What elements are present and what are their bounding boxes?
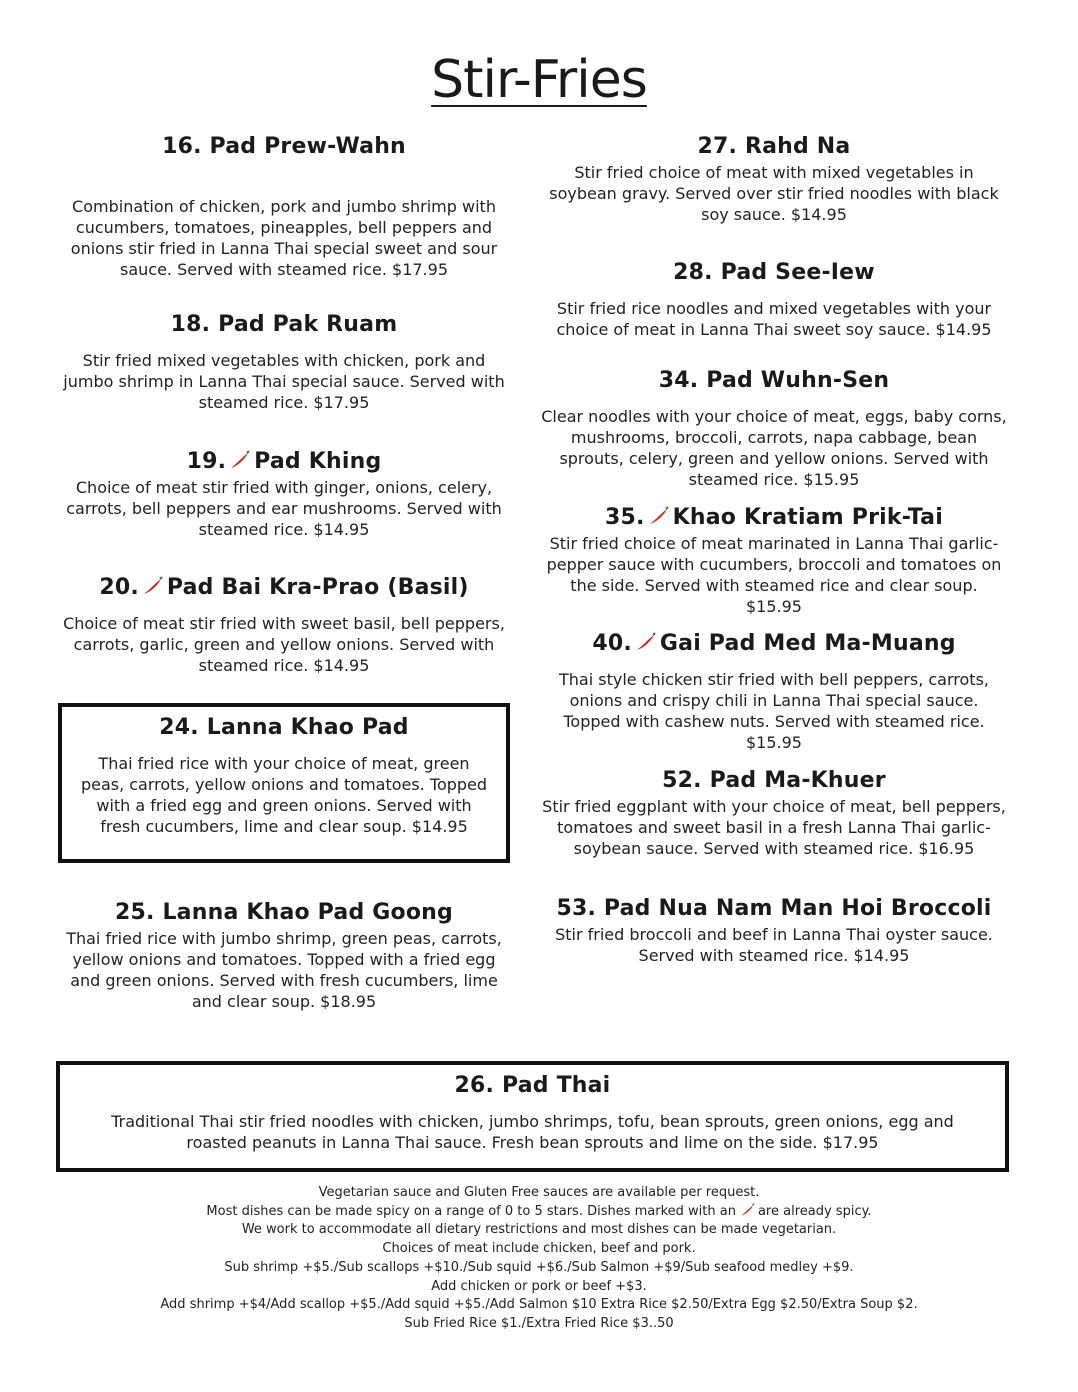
menu-item-53 <box>540 894 1008 966</box>
menu-item-18 <box>62 310 506 413</box>
footnote-line: Choices of meat include chicken, beef and pork. <box>382 1241 696 1257</box>
footnotes <box>0 1184 1078 1334</box>
menu-item-28 <box>540 258 1008 340</box>
menu-item-24-boxed <box>58 703 510 863</box>
item-title: 28. Pad See-Iew <box>673 260 875 285</box>
featured-item-pad-thai <box>56 1061 1009 1172</box>
item-title: 16. Pad Prew-Wahn <box>162 134 406 159</box>
item-description: Clear noodles with your choice of meat, eggs, baby corns, mushrooms, broccoli, carrots, napa cabbage, bean sprouts, celery, green and yellow onions. Served with steamed rice. $15.95 <box>541 407 1007 489</box>
footnote-line: Sub shrimp +$5./Sub scallops +$10./Sub squid +$6./Sub Salmon +$9/Sub seafood medley +$9. <box>224 1259 854 1275</box>
menu-item-52 <box>540 766 1008 859</box>
item-description: Traditional Thai stir fried noodles with chicken, jumbo shrimps, tofu, bean sprouts, green onions, egg and roasted peanuts in Lanna Thai sauce. Fresh bean sprouts and lime on the side. $17.95 <box>111 1112 954 1152</box>
item-description: Stir fried broccoli and beef in Lanna Thai oyster sauce. Served with steamed rice. $14.95 <box>555 925 993 965</box>
item-description: Stir fried choice of meat marinated in Lanna Thai garlic-pepper sauce with cucumbers, broccoli and tomatoes on the side. Served with steamed rice and clear soup. $15.95 <box>546 534 1002 616</box>
item-description: Choice of meat stir fried with sweet basil, bell peppers, carrots, garlic, green and yellow onions. Served with steamed rice. $14.95 <box>63 614 505 675</box>
footnote-line: Add shrimp +$4/Add scallop +$5./Add squid +$5./Add Salmon $10 Extra Rice $2.50/Extra Egg $2.50/Extra Soup $2. <box>160 1297 918 1313</box>
item-description: Stir fried mixed vegetables with chicken, pork and jumbo shrimp in Lanna Thai special sauce. Served with steamed rice. $17.95 <box>63 351 505 412</box>
item-description: Stir fried choice of meat with mixed vegetables in soybean gravy. Served over stir fried noodles with black soy sauce. $14.95 <box>549 163 999 224</box>
menu-item-27 <box>540 132 1008 225</box>
footnote-line-spicy: Most dishes can be made spicy on a range of 0 to 5 stars. Dishes marked with an are already spicy. <box>206 1203 872 1219</box>
item-title: 19. Pad Khing <box>186 449 382 474</box>
menu-item-20 <box>62 573 506 676</box>
footnote-line: We work to accommodate all dietary restrictions and most dishes can be made vegetarian. <box>241 1222 837 1238</box>
item-title: 34. Pad Wuhn-Sen <box>658 368 890 393</box>
item-description: Stir fried eggplant with your choice of meat, bell peppers, tomatoes and sweet basil in a fresh Lanna Thai garlic-soybean sauce. Served with steamed rice. $16.95 <box>542 797 1006 858</box>
item-title: 52. Pad Ma-Khuer <box>662 768 886 793</box>
chili-icon <box>228 450 250 470</box>
chili-icon <box>141 576 163 596</box>
item-title: 24. Lanna Khao Pad <box>159 715 409 740</box>
item-title: 40. Gai Pad Med Ma-Muang <box>592 631 956 656</box>
menu-item-25 <box>62 898 506 1012</box>
menu-item-40 <box>540 629 1008 753</box>
item-description: Thai fried rice with your choice of meat, green peas, carrots, yellow onions and tomatoes. Topped with a fried egg and green onions. Served with fresh cucumbers, lime and clear soup. $14.95 <box>80 754 488 836</box>
item-title: 26. Pad Thai <box>454 1073 611 1098</box>
item-description: Choice of meat stir fried with ginger, onions, celery, carrots, bell peppers and ear mushrooms. Served with steamed rice. $14.95 <box>66 478 502 539</box>
item-title: 35. Khao Kratiam Prik-Tai <box>605 505 943 530</box>
menu-item-16 <box>62 132 506 280</box>
chili-icon <box>738 1203 756 1217</box>
item-title: 25. Lanna Khao Pad Goong <box>115 900 453 925</box>
chili-icon <box>634 632 656 652</box>
item-description: Combination of chicken, pork and jumbo shrimp with cucumbers, tomatoes, pineapples, bell peppers and onions stir fried in Lanna Thai special sweet and sour sauce. Served with steamed rice. $17.95 <box>70 197 498 279</box>
footnote-line: Add chicken or pork or beef +$3. <box>431 1278 647 1294</box>
chili-icon <box>647 506 669 526</box>
item-description: Thai style chicken stir fried with bell peppers, carrots, onions and crispy chili in Lanna Thai special sauce. Topped with cashew nuts. Served with steamed rice. $15.95 <box>559 670 989 752</box>
item-title: 20. Pad Bai Kra-Prao (Basil) <box>99 575 469 600</box>
item-description: Thai fried rice with jumbo shrimp, green peas, carrots, yellow onions and tomatoes. Topped with a fried egg and green onions. Served with fresh cucumbers, lime and clear soup. $18.95 <box>66 929 502 1011</box>
menu-item-35 <box>540 503 1008 617</box>
item-description: Stir fried rice noodles and mixed vegetables with your choice of meat in Lanna Thai sweet soy sauce. $14.95 <box>556 299 992 339</box>
menu-item-19 <box>62 447 506 540</box>
page-title: Stir-Fries <box>431 50 647 110</box>
menu-item-34 <box>540 366 1008 490</box>
footnote-line: Vegetarian sauce and Gluten Free sauces are available per request. <box>318 1185 760 1200</box>
footnote-line: Sub Fried Rice $1./Extra Fried Rice $3..50 <box>404 1315 674 1331</box>
item-title: 53. Pad Nua Nam Man Hoi Broccoli <box>556 896 992 921</box>
item-title: 18. Pad Pak Ruam <box>170 312 398 337</box>
item-title: 27. Rahd Na <box>697 134 851 159</box>
